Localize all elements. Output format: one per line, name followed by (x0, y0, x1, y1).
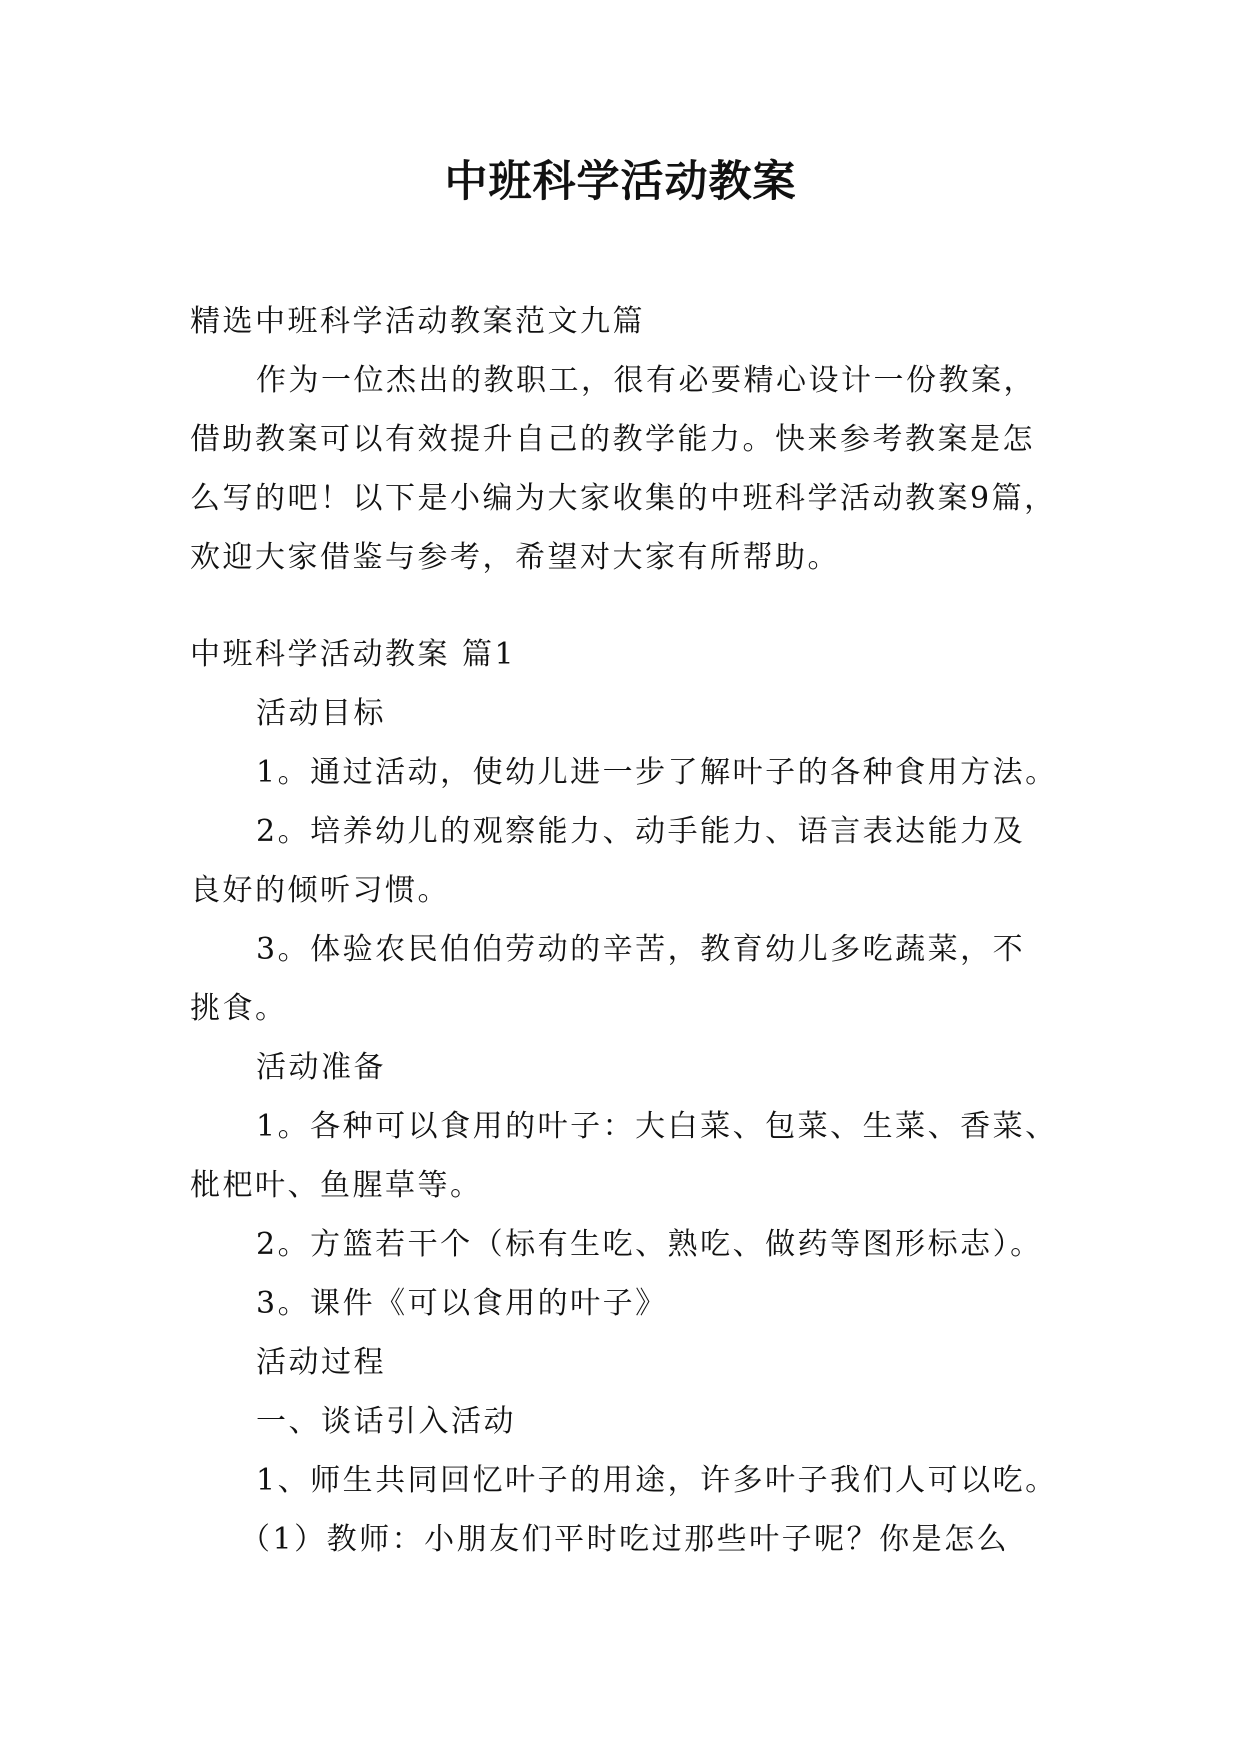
section-heading: 中班科学活动教案 篇1 (190, 637, 517, 672)
subtitle-line: 精选中班科学活动教案范文九篇 (190, 304, 645, 339)
subheading-activity-process: 活动过程 (256, 1345, 386, 1380)
document-title: 中班科学活动教案 (444, 157, 797, 207)
process-step-subitem: （1）教师：小朋友们平时吃过那些叶子呢？你是怎么 (240, 1522, 1010, 1557)
preparation-item-continuation: 枇杷叶、鱼腥草等。 (190, 1168, 483, 1203)
intro-paragraph-line: 借助教案可以有效提升自己的教学能力。快来参考教案是怎 (190, 422, 1035, 457)
document-body (190, 292, 1070, 1569)
process-step-item: 1、师生共同回忆叶子的用途，许多叶子我们人可以吃。 (256, 1463, 1058, 1498)
goal-item-continuation: 挑食。 (190, 991, 288, 1026)
preparation-item: 3。课件《可以食用的叶子》 (256, 1286, 668, 1321)
goal-item: 2。培养幼儿的观察能力、动手能力、语言表达能力及 (256, 814, 1026, 849)
subheading-activity-goals: 活动目标 (256, 696, 386, 731)
intro-paragraph-line: 么写的吧！以下是小编为大家收集的中班科学活动教案9篇， (190, 481, 1057, 516)
section-gap (190, 587, 1070, 625)
intro-paragraph-line: 欢迎大家借鉴与参考，希望对大家有所帮助。 (190, 540, 840, 575)
subheading-activity-preparation: 活动准备 (256, 1050, 386, 1085)
preparation-item: 2。方篮若干个（标有生吃、熟吃、做药等图形标志）。 (256, 1227, 1043, 1262)
preparation-item: 1。各种可以食用的叶子：大白菜、包菜、生菜、香菜、 (256, 1109, 1058, 1144)
process-step-heading: 一、谈话引入活动 (256, 1404, 516, 1439)
goal-item: 1。通过活动，使幼儿进一步了解叶子的各种食用方法。 (256, 755, 1058, 790)
goal-item: 3。体验农民伯伯劳动的辛苦，教育幼儿多吃蔬菜，不 (256, 932, 1026, 967)
intro-paragraph-line: 作为一位杰出的教职工，很有必要精心设计一份教案， (256, 363, 1036, 398)
goal-item-continuation: 良好的倾听习惯。 (190, 873, 450, 908)
